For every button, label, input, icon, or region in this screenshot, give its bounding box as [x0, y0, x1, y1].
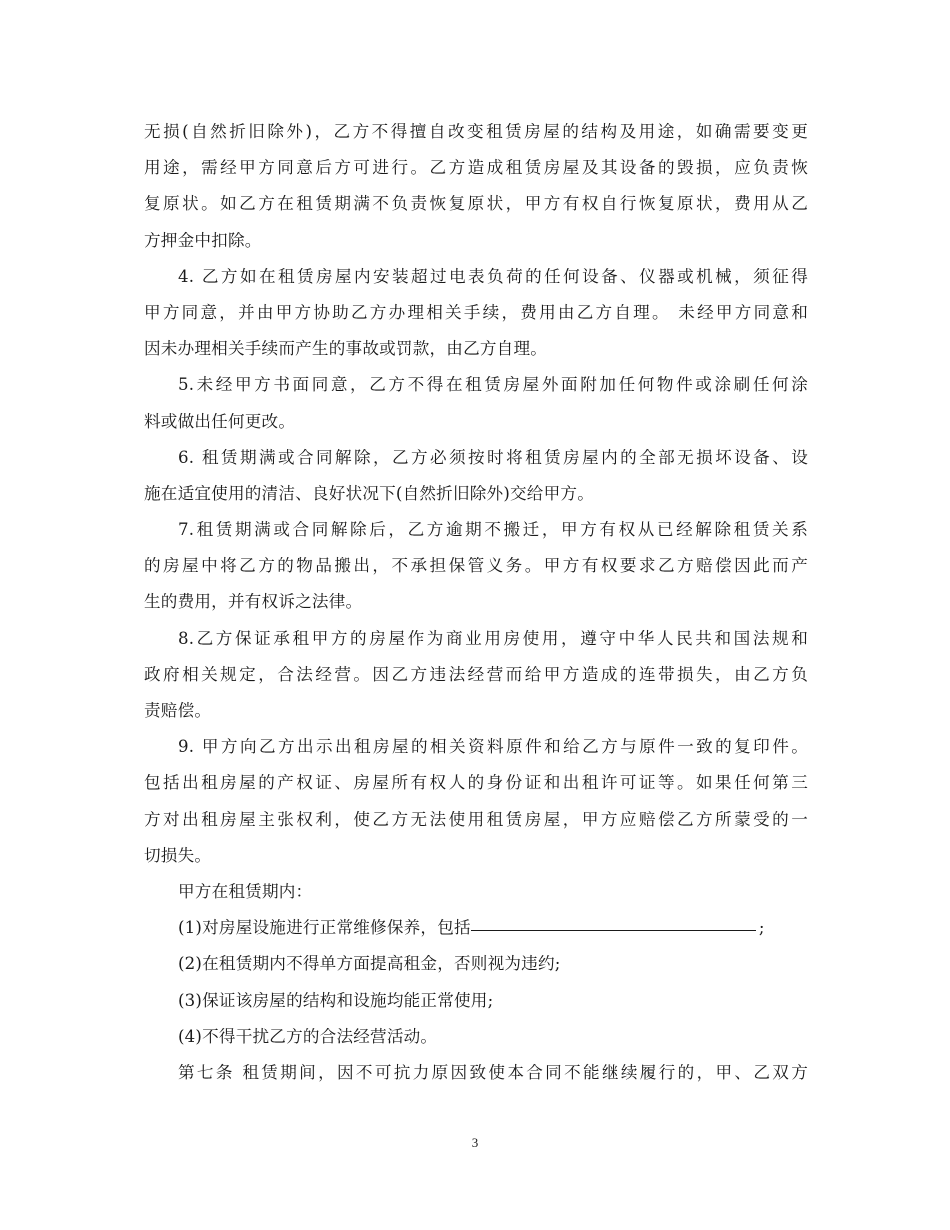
paragraph-line: 4. 乙方如在租赁房屋内安装超过电表负荷的任何设备、仪器或机械，须征得 — [178, 266, 808, 286]
paragraph-line: 切损失。 — [144, 845, 212, 865]
list-item: (2)在租赁期内不得单方面提高租金，否则视为违约; — [178, 954, 561, 974]
list-item-suffix: ; — [758, 918, 765, 938]
paragraph-line: 甲方在租赁期内： — [178, 881, 313, 901]
paragraph-line: 施在适宜使用的清洁、良好状况下(自然折旧除外)交给甲方。 — [144, 483, 594, 503]
paragraph-line: 方押金中扣除。 — [144, 230, 262, 250]
paragraph-line: 包括出租房屋的产权证、房屋所有权人的身份证和出租许可证等。如果任何第三 — [144, 773, 808, 793]
paragraph-line: 甲方同意，并由甲方协助乙方办理相关手续，费用由乙方自理。 未经甲方同意和 — [144, 302, 808, 322]
paragraph-line: 5.未经甲方书面同意，乙方不得在租赁房屋外面附加任何物件或涂刷任何涂 — [178, 375, 808, 395]
paragraph-line: 方对出租房屋主张权利，使乙方无法使用租赁房屋，甲方应赔偿乙方所蒙受的一 — [144, 809, 808, 829]
paragraph-line: 9. 甲方向乙方出示出租房屋的相关资料原件和给乙方与原件一致的复印件。 — [178, 737, 808, 757]
paragraph-line: 料或做出任何更改。 — [144, 411, 296, 431]
paragraph-line: 8.乙方保证承租甲方的房屋作为商业用房使用，遵守中华人民共和国法规和 — [178, 628, 808, 648]
document-body — [144, 114, 808, 1091]
paragraph-line: 无损(自然折旧除外)，乙方不得擅自改变租赁房屋的结构及用途，如确需要变更 — [144, 122, 808, 141]
fill-in-blank — [471, 908, 756, 931]
article-heading-line: 第七条 租赁期间，因不可抗力原因致使本合同不能继续履行的，甲、乙双方 — [178, 1062, 808, 1082]
paragraph-line: 因未办理相关手续而产生的事故或罚款，由乙方自理。 — [144, 339, 548, 359]
page-number: 3 — [471, 1135, 479, 1150]
list-item: (4)不得干扰乙方的合法经营活动。 — [178, 1026, 438, 1046]
paragraph-line: 7.租赁期满或合同解除后，乙方逾期不搬迁，甲方有权从已经解除租赁关系 — [178, 520, 808, 540]
paragraph-line: 用途，需经甲方同意后方可进行。乙方造成租赁房屋及其设备的毁损，应负责恢 — [144, 158, 808, 178]
list-item-text: (1)对房屋设施进行正常维修保养，包括 — [178, 918, 471, 938]
paragraph-line: 复原状。如乙方在租赁期满不负责恢复原状，甲方有权自行恢复原状，费用从乙 — [144, 194, 808, 214]
paragraph-line: 生的费用，并有权诉之法律。 — [144, 592, 363, 612]
list-item — [144, 910, 808, 946]
paragraph-line: 的房屋中将乙方的物品搬出，不承担保管义务。甲方有权要求乙方赔偿因此而产 — [144, 556, 808, 576]
list-item: (3)保证该房屋的结构和设施均能正常使用; — [178, 990, 494, 1010]
paragraph-line: 政府相关规定，合法经营。因乙方违法经营而给甲方造成的连带损失，由乙方负 — [144, 664, 808, 684]
paragraph-line: 6. 租赁期满或合同解除，乙方必须按时将租赁房屋内的全部无损坏设备、设 — [178, 447, 808, 467]
paragraph-line: 责赔偿。 — [144, 701, 212, 720]
